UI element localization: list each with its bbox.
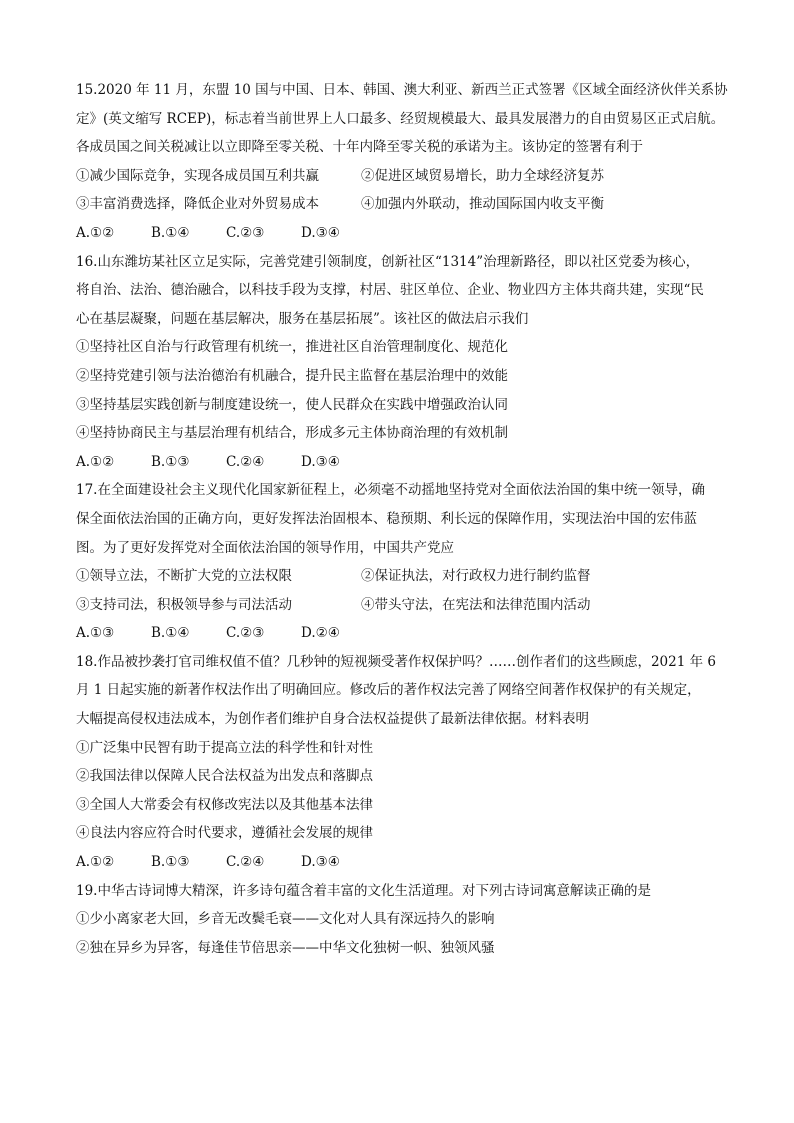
question-16: [76, 248, 726, 477]
answer-choice-b: B.①④: [151, 224, 190, 241]
question-stem-line: 18.作品被抄袭打官司维权值不值？几秒钟的短视频受著作权保护吗？……创作者们的这些顾虑，2021 年 6: [76, 653, 716, 670]
answer-choice-c: C.②③: [226, 224, 265, 241]
option-row: [76, 562, 726, 591]
option-2: ②独在异乡为异客，每逢佳节倍思亲——中华文化独树一帜、独领风骚: [76, 939, 495, 956]
option-4: ④加强内外联动，推动国际国内收支平衡: [361, 196, 604, 213]
option-2: ②我国法律以保障人民合法权益为出发点和落脚点: [76, 768, 373, 785]
answer-choice-c: C.②④: [226, 453, 265, 470]
option-4: ④带头守法，在宪法和法律范围内活动: [361, 596, 591, 613]
answer-choice-d: D.③④: [301, 453, 340, 470]
answer-choice-b: B.①③: [151, 453, 190, 470]
question-19: [76, 877, 726, 963]
option-4: ④坚持协商民主与基层治理有机结合，形成多元主体协商治理的有效机制: [76, 425, 508, 442]
option-1: ①少小离家老大回，乡音无改鬓毛衰——文化对人具有深远持久的影响: [76, 911, 495, 928]
answer-choice-d: D.③④: [301, 224, 340, 241]
option-3: ③坚持基层实践创新与制度建设统一，使人民群众在实践中增强政治认同: [76, 396, 508, 413]
question-stem-line: 大幅提高侵权违法成本，为创作者们维护自身合法权益提供了最新法律依据。材料表明: [76, 711, 589, 728]
answer-choice-c: C.②④: [226, 854, 265, 871]
answer-choice-d: D.③④: [301, 854, 340, 871]
answer-choices: [76, 848, 726, 877]
option-3: ③支持司法，积极领导参与司法活动: [76, 596, 292, 613]
question-stem-line: 图。为了更好发挥党对全面依法治国的领导作用，中国共产党应: [76, 539, 454, 556]
answer-choice-a: A.①③: [76, 625, 115, 642]
option-3: ③全国人大常委会有权修改宪法以及其他基本法律: [76, 796, 373, 813]
question-17: [76, 476, 726, 648]
question-stem-line: 保全面依法治国的正确方向，更好发挥法治固根本、稳预期、利长远的保障作用，实现法治中国的宏伟蓝: [76, 510, 697, 527]
question-stem-line: 15.2020 年 11 月，东盟 10 国与中国、日本、韩国、澳大利亚、新西兰正式签署《区域全面经济伙伴关系协: [76, 82, 728, 98]
answer-choice-a: A.①②: [76, 224, 115, 241]
answer-choice-b: B.①③: [151, 854, 190, 871]
option-2: ②保证执法，对行政权力进行制约监督: [361, 568, 591, 585]
answer-choice-c: C.②③: [226, 625, 265, 642]
question-stem-line: 定》(英文缩写 RCEP)，标志着当前世界上人口最多、经贸规模最大、最具发展潜力的自由贸易区正式启航。: [76, 110, 725, 127]
option-3: ③丰富消费选择，降低企业对外贸易成本: [76, 196, 319, 213]
question-stem-line: 各成员国之间关税减让以立即降至零关税、十年内降至零关税的承诺为主。该协定的签署有利于: [76, 139, 643, 156]
option-1: ①领导立法，不断扩大党的立法权限: [76, 568, 292, 585]
option-1: ①减少国际竞争，实现各成员国互利共赢: [76, 167, 319, 184]
option-2: ②坚持党建引领与法治德治有机融合，提升民主监督在基层治理中的效能: [76, 367, 508, 384]
answer-choice-a: A.①②: [76, 854, 115, 871]
option-row: [76, 162, 726, 191]
question-18: [76, 648, 726, 877]
answer-choice-d: D.②④: [301, 625, 340, 642]
option-row: [76, 591, 726, 620]
question-stem-line: 心在基层凝聚，问题在基层解决，服务在基层拓展”。该社区的做法启示我们: [76, 310, 529, 327]
option-row: [76, 190, 726, 219]
answer-choice-a: A.①②: [76, 453, 115, 470]
question-stem-line: 17.在全面建设社会主义现代化国家新征程上，必须毫不动摇地坚持党对全面依法治国的集中统一领导，确: [76, 482, 705, 499]
question-stem-line: 16.山东潍坊某社区立足实际，完善党建引领制度，创新社区“1314”治理新路径，即以社区党委为核心，: [76, 253, 700, 270]
question-stem-line: 19.中华古诗词博大精深，许多诗句蕴含着丰富的文化生活道理。对下列古诗词寓意解读正确的是: [76, 882, 651, 899]
option-1: ①广泛集中民智有助于提高立法的科学性和针对性: [76, 739, 373, 756]
answer-choices: [76, 619, 726, 648]
exam-page: [76, 76, 726, 962]
question-15: [76, 76, 726, 248]
option-1: ①坚持社区自治与行政管理有机统一，推进社区自治管理制度化、规范化: [76, 339, 508, 356]
option-4: ④良法内容应符合时代要求，遵循社会发展的规律: [76, 825, 373, 842]
option-2: ②促进区域贸易增长，助力全球经济复苏: [361, 167, 604, 184]
question-stem-line: 月 1 日起实施的新著作权法作出了明确回应。修改后的著作权法完善了网络空间著作权保护的有关规定，: [76, 682, 701, 699]
question-stem-line: 将自治、法治、德治融合，以科技手段为支撑，村居、驻区单位、企业、物业四方主体共商共建，实现“民: [76, 282, 704, 299]
answer-choices: [76, 219, 726, 248]
answer-choices: [76, 448, 726, 477]
answer-choice-b: B.①④: [151, 625, 190, 642]
